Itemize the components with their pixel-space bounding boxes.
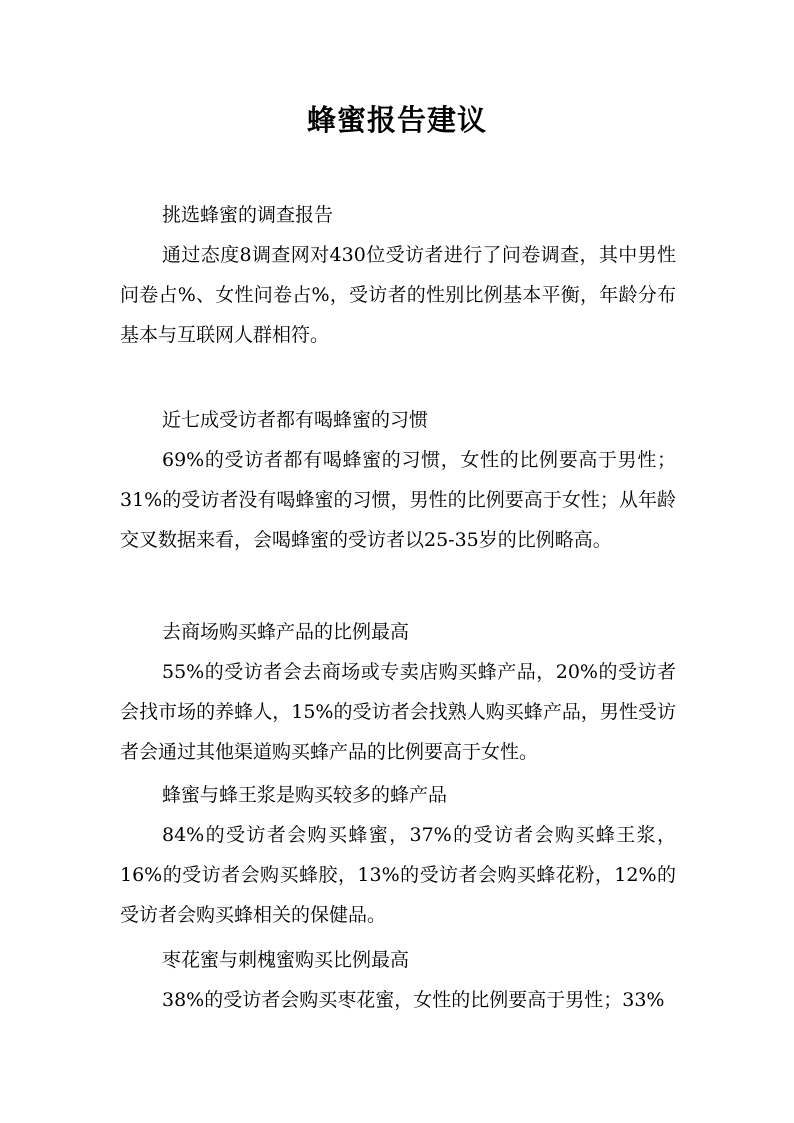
document-title: 蜂蜜报告建议 xyxy=(306,103,487,137)
section-heading: 近七成受访者都有喝蜂蜜的习惯 xyxy=(162,409,429,431)
section-4 xyxy=(120,775,676,935)
section-1 xyxy=(120,195,676,355)
section-paragraph: 38%的受访者会购买枣花蜜，女性的比例要高于男性；33% xyxy=(162,989,665,1011)
section-heading: 枣花蜜与刺槐蜜购买比例最高 xyxy=(162,949,410,971)
section-heading: 挑选蜂蜜的调查报告 xyxy=(162,204,334,226)
section-paragraph: 69%的受访者都有喝蜂蜜的习惯，女性的比例要高于男性；31%的受访者没有喝蜂蜜的习惯，男性的比例要高于女性；从年龄交叉数据来看，会喝蜂蜜的受访者以25-35岁的比例略高。 xyxy=(120,449,676,551)
section-heading: 去商场购买蜂产品的比例最高 xyxy=(162,621,410,643)
section-5 xyxy=(120,940,676,1020)
section-paragraph: 55%的受访者会去商场或专卖店购买蜂产品，20%的受访者会找市场的养蜂人，15%的受访者会找熟人购买蜂产品，男性受访者会通过其他渠道购买蜂产品的比例要高于女性。 xyxy=(120,661,676,763)
section-paragraph: 通过态度8调查网对430位受访者进行了问卷调查，其中男性问卷占%、女性问卷占%，受访者的性别比例基本平衡，年龄分布基本与互联网人群相符。 xyxy=(120,244,676,346)
section-2 xyxy=(120,400,676,560)
section-paragraph: 84%的受访者会购买蜂蜜，37%的受访者会购买蜂王浆，16%的受访者会购买蜂胶，13%的受访者会购买蜂花粉，12%的受访者会购买蜂相关的保健品。 xyxy=(120,824,676,926)
section-heading: 蜂蜜与蜂王浆是购买较多的蜂产品 xyxy=(162,784,448,806)
section-3 xyxy=(120,612,676,772)
